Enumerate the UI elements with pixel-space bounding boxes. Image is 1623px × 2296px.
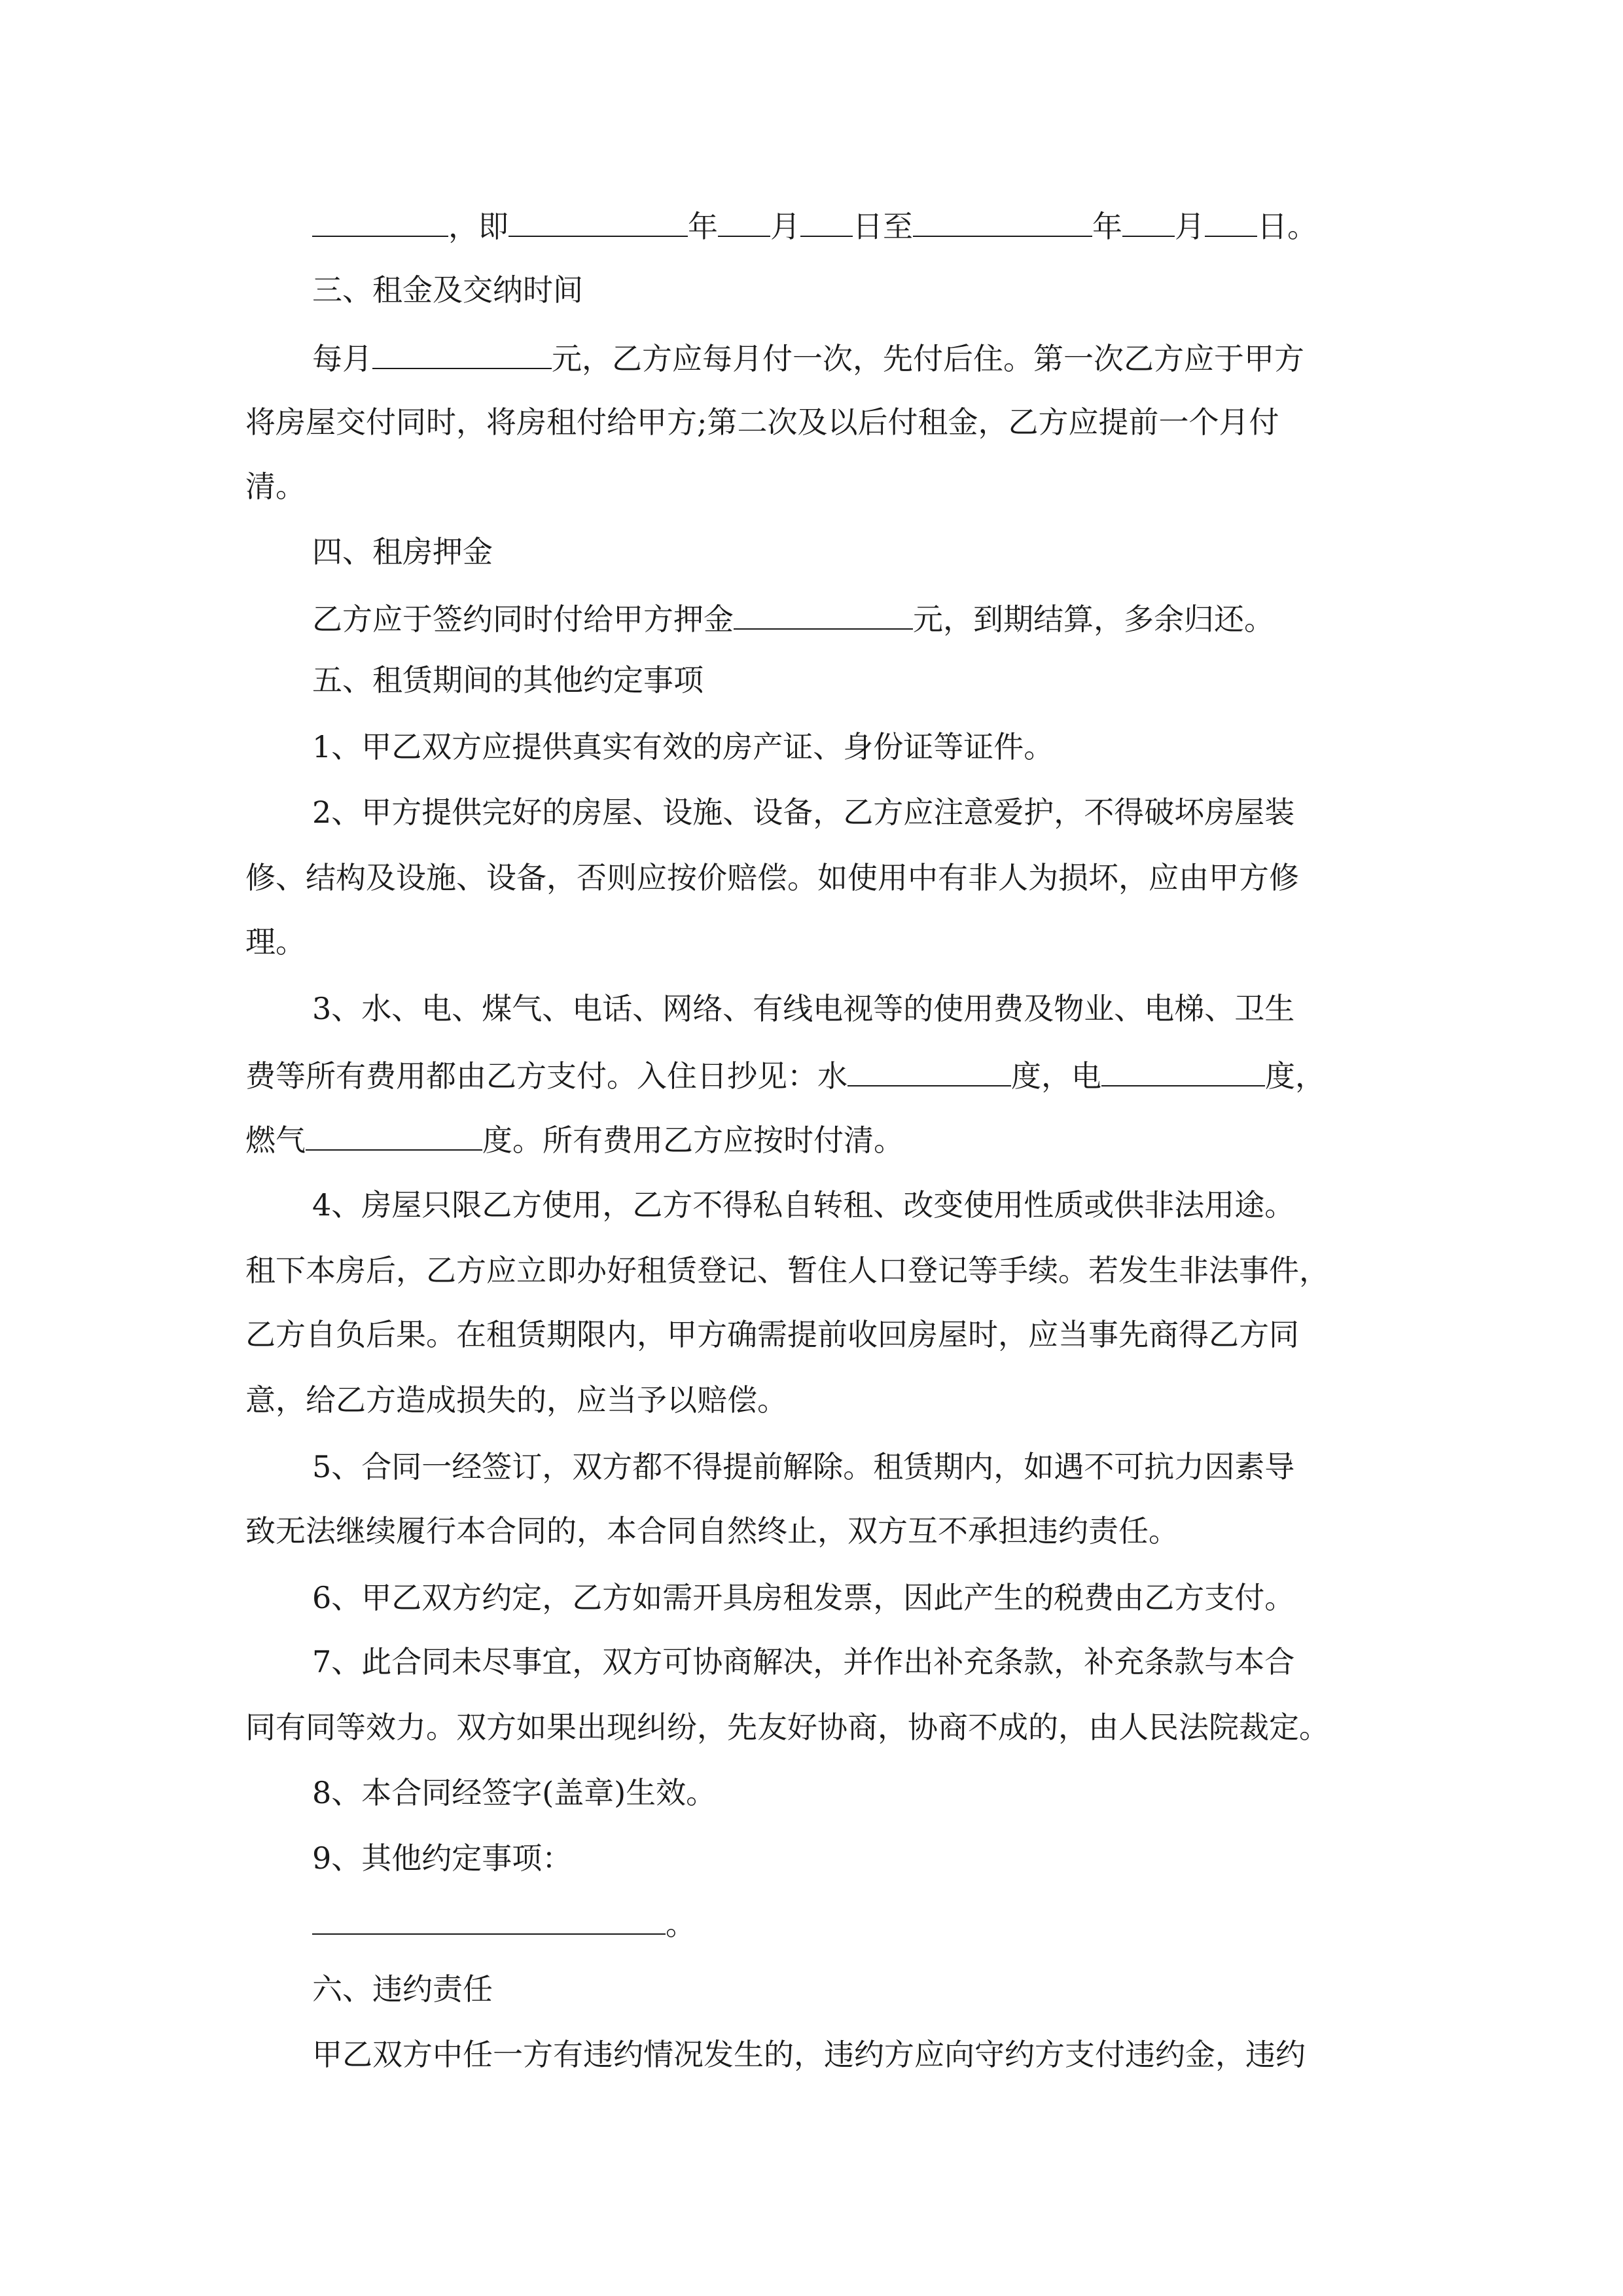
- unit-year: 年: [1092, 209, 1122, 244]
- clause-2-line: 理。: [245, 924, 306, 960]
- text: 元，乙方应每月付一次，先付后住。第一次乙方应于甲方: [552, 341, 1304, 376]
- blank-deposit: [734, 602, 913, 630]
- clause-2-line: 修、结构及设施、设备，否则应按价赔偿。如使用中有非人为损坏，应由甲方修: [245, 860, 1299, 895]
- blank-start-day: [800, 209, 853, 237]
- text: 乙方应于签约同时付给甲方押金: [312, 601, 734, 637]
- clause-9: 9、其他约定事项：: [312, 1840, 573, 1876]
- text: 每月: [312, 341, 372, 376]
- term-sep: ，即: [448, 209, 508, 244]
- unit-day-to: 日至: [853, 209, 913, 244]
- text: 度，电: [1011, 1058, 1101, 1094]
- text: 燃气: [245, 1122, 306, 1158]
- section-heading: 六、违约责任: [312, 1971, 493, 2007]
- blank-start-year: [508, 209, 688, 237]
- section-heading: 五、租赁期间的其他约定事项: [312, 662, 704, 698]
- blank-start-month: [718, 209, 770, 237]
- unit-day-end: 日。: [1257, 209, 1317, 244]
- clause-4-line: 4、房屋只限乙方使用，乙方不得私自转租、改变使用性质或供非法用途。: [312, 1187, 1295, 1223]
- clause-3-line: 3、水、电、煤气、电话、网络、有线电视等的使用费及物业、电梯、卫生: [312, 991, 1295, 1026]
- text: 元，到期结算，多余归还。: [913, 601, 1274, 637]
- blank-end-day: [1205, 209, 1257, 237]
- clause-5-line: 5、合同一经签订，双方都不得提前解除。租赁期内，如遇不可抗力因素导: [312, 1449, 1295, 1484]
- clause-1: 1、甲乙双方应提供真实有效的房产证、身份证等证件。: [312, 729, 1054, 764]
- unit-year: 年: [688, 209, 718, 244]
- clause-6: 6、甲乙双方约定，乙方如需开具房租发票，因此产生的税费由乙方支付。: [312, 1580, 1295, 1615]
- blank-end-month: [1122, 209, 1175, 237]
- term-line: [312, 209, 1317, 242]
- clause-4-line: 意，给乙方造成损失的，应当予以赔偿。: [245, 1382, 787, 1418]
- paragraph-line: 将房屋交付同时，将房租付给甲方;第二次及以后付租金，乙方应提前一个月付: [245, 404, 1279, 440]
- clause-5-line: 致无法继续履行本合同的，本合同自然终止，双方互不承担违约责任。: [245, 1513, 1179, 1549]
- paragraph-line: 甲乙双方中任一方有违约情况发生的，违约方应向守约方支付违约金，违约: [312, 2037, 1306, 2072]
- clause-9-blank-line: [312, 1907, 696, 1942]
- clause-7-line: 7、此合同未尽事宜，双方可协商解决，并作出补充条款，补充条款与本合: [312, 1644, 1295, 1679]
- blank-electricity-reading: [1101, 1059, 1265, 1086]
- clause-4-line: 租下本房后，乙方应立即办好租赁登记、暂住人口登记等手续。若发生非法事件，: [245, 1253, 1329, 1288]
- section-heading: 四、租房押金: [312, 534, 493, 569]
- paragraph-line: [312, 601, 1274, 637]
- paragraph-line: 清。: [245, 469, 306, 504]
- section-heading: 三、租金及交纳时间: [312, 272, 583, 308]
- clause-8: 8、本合同经签字(盖章)生效。: [312, 1775, 717, 1810]
- text: 费等所有费用都由乙方支付。入住日抄见：水: [245, 1058, 847, 1094]
- clause-7-line: 同有同等效力。双方如果出现纠纷，先友好协商，协商不成的，由人民法院裁定。: [245, 1710, 1329, 1745]
- blank-water-reading: [847, 1059, 1011, 1086]
- blank-monthly-rent: [372, 342, 552, 369]
- clause-4-line: 乙方自负后果。在租赁期限内，甲方确需提前收回房屋时，应当事先商得乙方同: [245, 1317, 1299, 1352]
- blank-end-year: [913, 209, 1092, 237]
- clause-3-line: [245, 1058, 1325, 1094]
- blank-gas-reading: [306, 1123, 482, 1151]
- blank-term: [312, 209, 448, 237]
- unit-month: 月: [1175, 209, 1205, 244]
- unit-month: 月: [770, 209, 800, 244]
- text: 度。所有费用乙方应按时付清。: [482, 1122, 904, 1158]
- clause-2-line: 2、甲方提供完好的房屋、设施、设备，乙方应注意爱护，不得破坏房屋装: [312, 795, 1295, 830]
- paragraph-line: [312, 342, 1304, 374]
- text: 度，: [1265, 1058, 1325, 1094]
- text: 。: [666, 1907, 696, 1942]
- clause-3-line: [245, 1122, 904, 1158]
- blank-other-terms: [312, 1907, 666, 1935]
